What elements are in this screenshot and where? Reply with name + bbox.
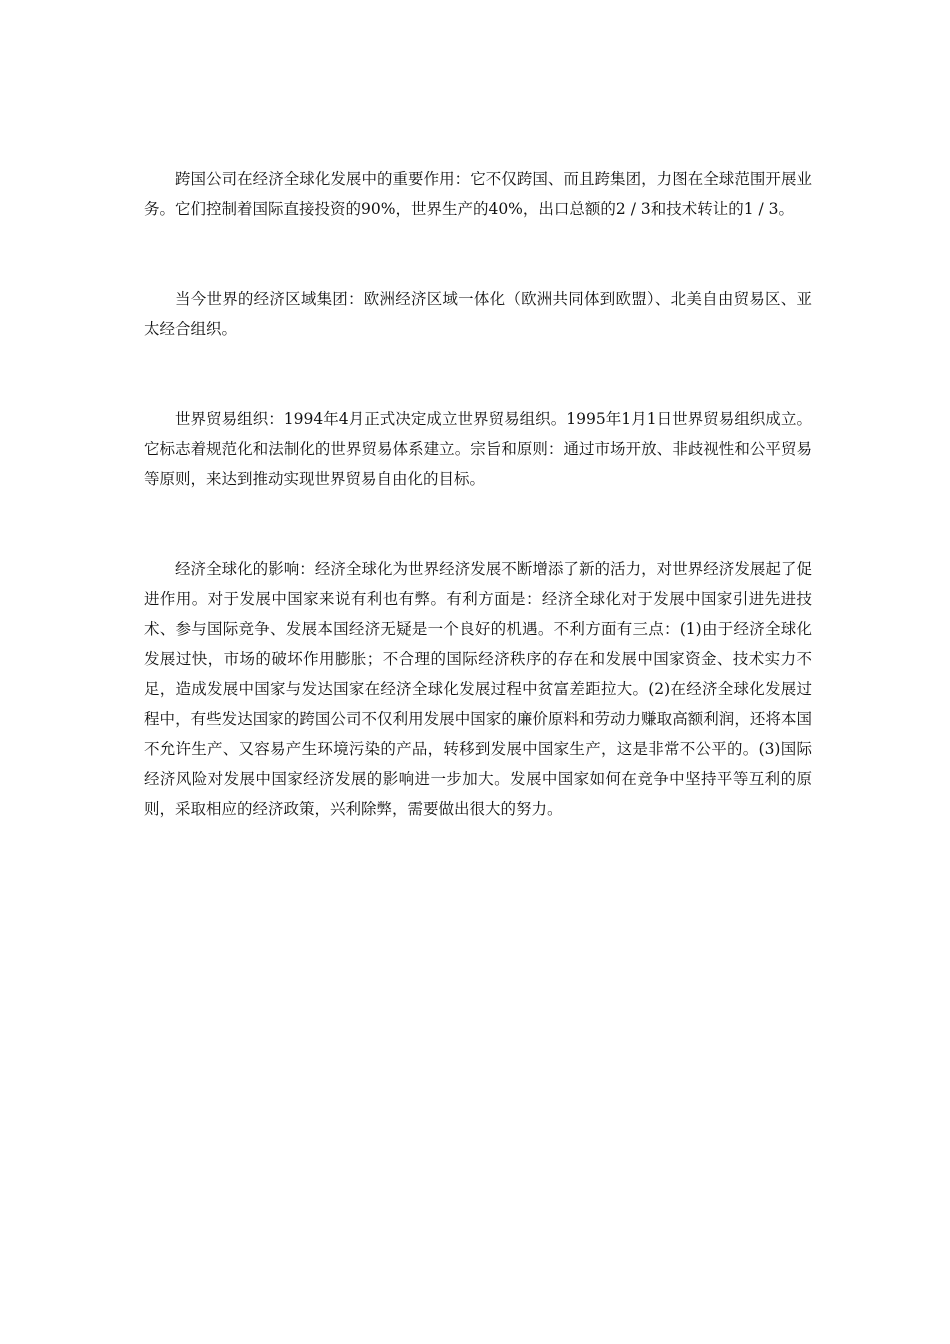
document-body	[144, 164, 812, 824]
paragraph-globalization-impact: 经济全球化的影响：经济全球化为世界经济发展不断增添了新的活力，对世界经济发展起了促进作用。对于发展中国家来说有利也有弊。有利方面是：经济全球化对于发展中国家引进先进技术、参与国际竞争、发展本国经济无疑是一个良好的机遇。不利方面有三点：(1)由于经济全球化发展过快，市场的破坏作用膨胀；不合理的国际经济秩序的存在和发展中国家资金、技术实力不足，造成发展中国家与发达国家在经济全球化发展过程中贫富差距拉大。(2)在经济全球化发展过程中，有些发达国家的跨国公司不仅利用发展中国家的廉价原料和劳动力赚取高额利润，还将本国不允许生产、又容易产生环境污染的产品，转移到发展中国家生产，这是非常不公平的。(3)国际经济风险对发展中国家经济发展的影响进一步加大。发展中国家如何在竞争中坚持平等互利的原则，采取相应的经济政策，兴利除弊，需要做出很大的努力。	[144, 560, 812, 818]
paragraph-world-trade-organization: 世界贸易组织：1994年4月正式决定成立世界贸易组织。1995年1月1日世界贸易组织成立。它标志着规范化和法制化的世界贸易体系建立。宗旨和原则：通过市场开放、非歧视性和公平贸易等原则，来达到推动实现世界贸易自由化的目标。	[144, 410, 812, 488]
paragraph-regional-economic-groups: 当今世界的经济区域集团：欧洲经济区域一体化（欧洲共同体到欧盟）、北美自由贸易区、亚太经合组织。	[144, 290, 812, 338]
paragraph-multinational-companies: 跨国公司在经济全球化发展中的重要作用：它不仅跨国、而且跨集团，力图在全球范围开展业务。它们控制着国际直接投资的90%，世界生产的40%，出口总额的2 / 3和技术转让的1 / 3。	[144, 170, 812, 218]
